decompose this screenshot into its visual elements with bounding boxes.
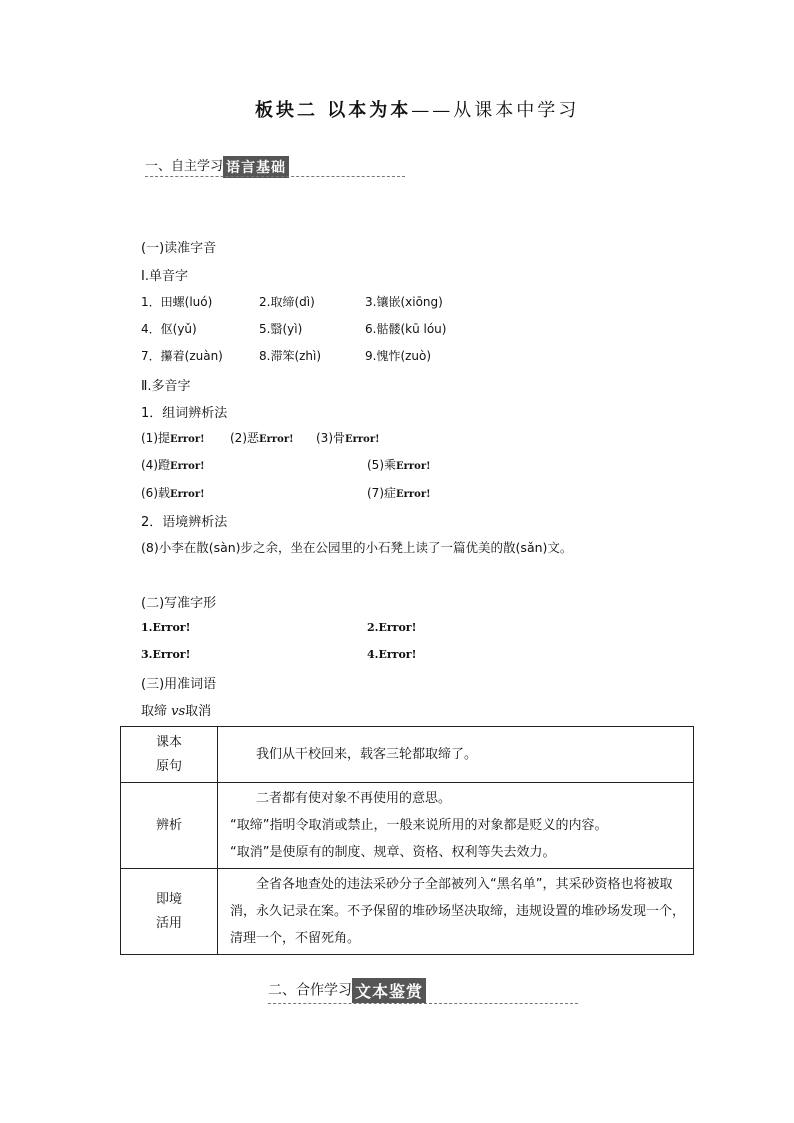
section-badge: 文本鉴赏 bbox=[352, 978, 426, 1003]
title-bold: 板块二 以本为本 bbox=[255, 100, 412, 121]
part2-heading: (二)写准字形 bbox=[141, 596, 217, 611]
list-item: 2.Error! bbox=[367, 621, 417, 634]
table-row bbox=[121, 783, 694, 869]
row-content-application: 全省各地查处的违法采砂分子全部被列入“黑名单”，其采砂资格也将被取消，永久记录在案。不予保留的堆砂场坚决取缔，违规设置的堆砂场发现一个，清理一个，不留死角。 bbox=[218, 869, 694, 955]
list-item: 6.骷髅(kū lóu) bbox=[365, 322, 447, 336]
method1-heading: 1．组词辨析法 bbox=[141, 406, 228, 421]
list-item: 1．田螺(luó) bbox=[141, 295, 213, 309]
word-pair: 取缔 vs取消 bbox=[141, 704, 212, 719]
list-item: 5.翳(yì) bbox=[259, 322, 303, 336]
list-item: (2)恶Error! bbox=[230, 431, 294, 445]
list-item: 4．伛(yǔ) bbox=[141, 322, 197, 336]
list-item: 4.Error! bbox=[367, 648, 417, 661]
list-item: 7．攥着(zuàn) bbox=[141, 349, 223, 363]
list-item: 1.Error! bbox=[141, 621, 191, 634]
row-content-analysis: 二者都有使对象不再使用的意思。 “取缔”指明令取消或禁止，一般来说所用的对象都是贬义的内容。 “取消”是使原有的制度、规章、资格、权利等失去效力。 bbox=[218, 783, 694, 869]
row-content-original: 我们从干校回来，载客三轮都取缔了。 bbox=[218, 727, 694, 783]
list-item: 3.镶嵌(xiōng) bbox=[365, 295, 443, 309]
title-rest: ——从课本中学习 bbox=[411, 100, 580, 121]
page-title bbox=[255, 96, 579, 122]
list-item: (4)蹬Error! bbox=[141, 458, 205, 472]
method2-heading: 2．语境辨析法 bbox=[141, 515, 228, 530]
table-row bbox=[121, 727, 694, 783]
section-divider bbox=[268, 1003, 578, 1004]
context-sentence: (8)小李在散(sàn)步之余，坐在公园里的小石凳上读了一篇优美的散(sǎn)文。 bbox=[141, 540, 573, 555]
section-divider bbox=[145, 176, 405, 177]
single-char-heading: Ⅰ.单音字 bbox=[141, 269, 188, 284]
section-header-cooperative bbox=[268, 978, 426, 1003]
multi-char-heading: Ⅱ.多音字 bbox=[141, 379, 191, 394]
list-item: (7)症Error! bbox=[367, 486, 431, 500]
part3-heading: (三)用准词语 bbox=[141, 677, 217, 692]
table-row bbox=[121, 869, 694, 955]
row-label-analysis: 辨析 bbox=[121, 783, 218, 869]
list-item: (3)骨Error! bbox=[316, 431, 380, 445]
section-badge: 语言基础 bbox=[223, 156, 289, 178]
row-label-original: 课本 原句 bbox=[121, 727, 218, 783]
row-label-application: 即境 活用 bbox=[121, 869, 218, 955]
list-item: 2.取缔(dì) bbox=[259, 295, 315, 309]
section-header-self-study bbox=[145, 155, 289, 178]
list-item: 8.滞笨(zhì) bbox=[259, 349, 322, 363]
list-item: (6)载Error! bbox=[141, 486, 205, 500]
list-item: (1)提Error! bbox=[141, 431, 205, 445]
list-item: 9.愧怍(zuò) bbox=[365, 349, 432, 363]
list-item: (5)乘Error! bbox=[367, 458, 431, 472]
list-item: 3.Error! bbox=[141, 648, 191, 661]
section-lead: 一、自主学习 bbox=[145, 159, 224, 174]
word-analysis-table bbox=[120, 726, 694, 955]
section-lead: 二、合作学习 bbox=[268, 982, 352, 999]
part1-heading: (一)读准字音 bbox=[141, 241, 217, 256]
